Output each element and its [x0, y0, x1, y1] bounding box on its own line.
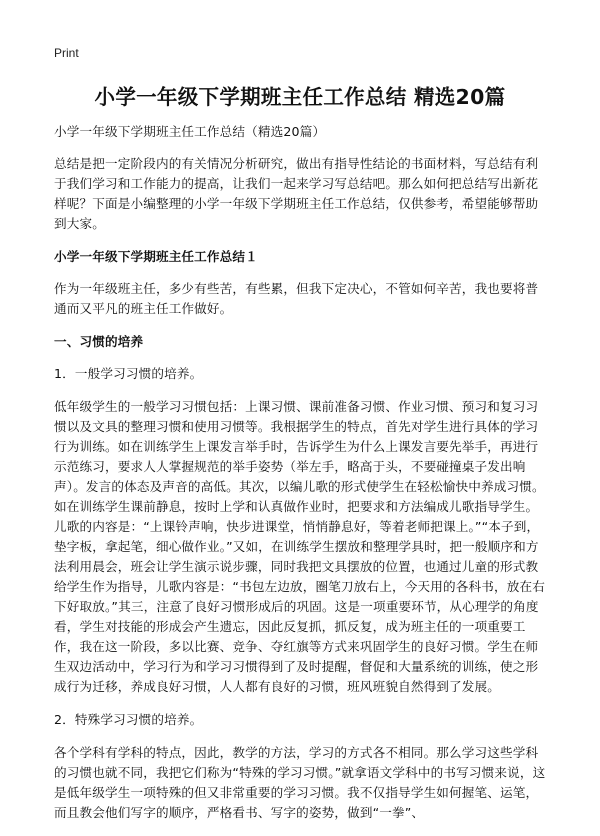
item-1-title: 1．一般学习习惯的培养。 — [54, 366, 203, 381]
article-body — [54, 122, 550, 836]
article-subtitle: 小学一年级下学期班主任工作总结（精选20篇） — [54, 124, 326, 139]
section-1-paragraph: 作为一年级班主任，多少有些苦，有些累，但我下定决心，不管如何辛苦，我也要将普通而又平凡的班主任工作做好。 — [54, 281, 539, 316]
item-1-paragraph: 低年级学生的一般学习习惯包括：上课习惯、课前准备习惯、作业习惯、预习和复习习惯以及文具的整理习惯和使用习惯等。我根据学生的特点，首先对学生进行具体的学习行为训练。如在训练学生上课发言举手时，告诉学生为什么上课发言要先举手，再进行示范练习，要求人人掌握规范的举手姿势（举左手，略高于头，不要碰撞桌子发出响声）。发言的体态及声音的高低。其次，以编儿歌的形式使学生在轻松愉快中养成习惯。如在训练学生课前静息，按时上学和认真做作业时，把要求和方法编成儿歌指导学生。儿歌的内容是：“上课铃声响，快步进课堂，悄悄静息好，等着老师把课上。”“本子到，垫字板，拿起笔，细心做作业。”又如，在训练学生摆放和整理学具时，把一般顺序和方法利用晨会，班会让学生演示说步骤，同时我把文具摆放的位置，也通过儿童的形式教给学生作为指导，儿歌内容是：“书包左边放，圈笔刀放右上，今天用的各科书，放在右下好取放。”其三，注意了良好习惯形成后的巩固。这是一项重要环节，从心理学的角度看，学生对技能的形成会产生遗忘，因此反复抓，抓反复，成为班主任的一项重要工作，我在这一阶段，多以比赛、竞争、夺红旗等方式来巩固学生的良好习惯。学生在师生双边活动中，学习行为和学习习惯得到了及时提醒，督促和大量系统的训练，使之形成行为迁移，养成良好习惯，人人都有良好的习惯，班风班貌自然得到了发展。 — [54, 399, 545, 694]
section-1-title: 小学一年级下学期班主任工作总结１ — [54, 249, 258, 264]
item-2-paragraph: 各个学科有学科的特点，因此，教学的方法，学习的方式各不相同。那么学习这些学科的习惯也就不同，我把它们称为“特殊的学习习惯。”就拿语文学科中的书写习惯来说，这是低年级学生一项特殊的但又非常重要的学习习惯。我不仅指导学生如何握笔、运笔，而且教会他们写字的顺序，严格看书、写字的姿势，做到“一拳”、 — [54, 745, 546, 820]
intro-paragraph: 总结是把一定阶段内的有关情况分析研究，做出有指导性结论的书面材料，写总结有利于我们学习和工作能力的提高，让我们一起来学习写总结吧。那么如何把总结写出新花样呢？下面是小编整理的小学一年级下学期班主任工作总结，仅供参考，希望能够帮助到大家。 — [54, 156, 539, 231]
page-title: 小学一年级下学期班主任工作总结 精选20篇 — [94, 85, 506, 109]
item-2-title: 2．特殊学习习惯的培养。 — [54, 712, 203, 727]
habit-heading: 一、习惯的培养 — [54, 334, 144, 349]
print-link[interactable]: Print — [54, 46, 79, 60]
